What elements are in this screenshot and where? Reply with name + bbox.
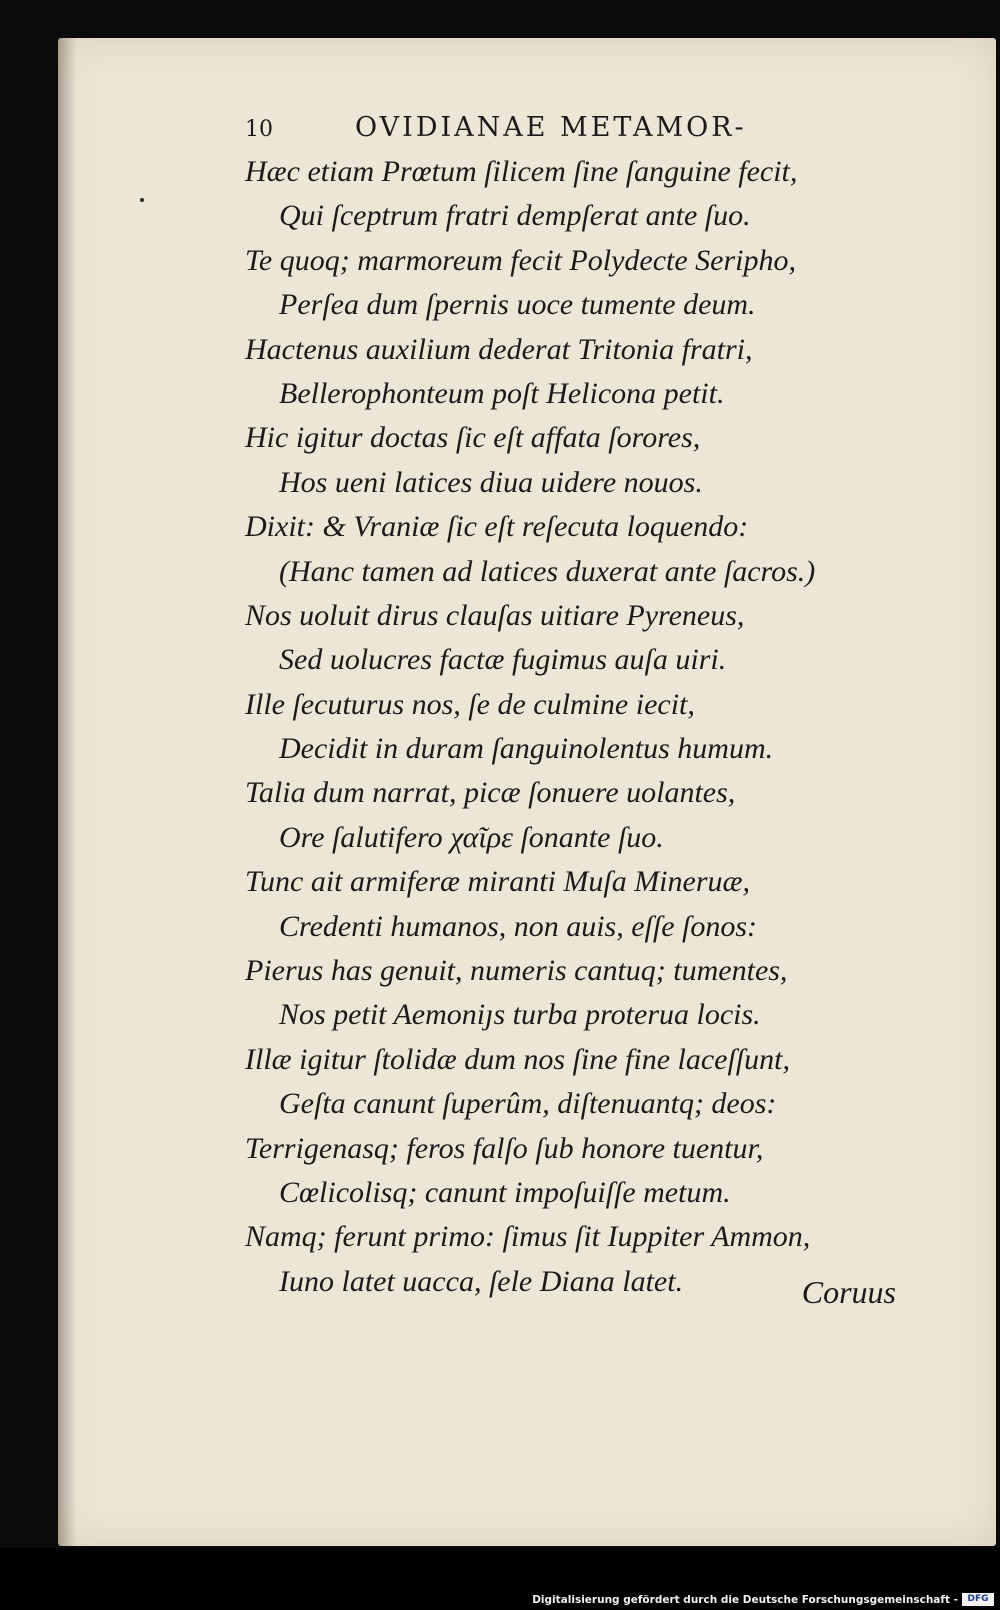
verse-line: Cœlicolisq; canunt impoſuiſſe metum. xyxy=(279,1175,731,1209)
funding-credit: Digitalisierung gefördert durch die Deutsche Forschungsgemeinschaft - xyxy=(532,1594,958,1606)
verse-line: Nos uoluit dirus clauſas uitiare Pyreneus, xyxy=(245,598,745,632)
footer-bar xyxy=(0,1548,1000,1610)
verse-line: Geſta canunt ſuperûm, diſtenuantq; deos: xyxy=(279,1087,777,1121)
verse-line: Pierus has genuit, numeris cantuq; tumentes, xyxy=(245,954,788,988)
verse-block xyxy=(245,150,925,1304)
verse-line: Illæ igitur ſtolidæ dum nos ſine fine laceſſunt, xyxy=(245,1042,790,1076)
verse-line: Ille ſecuturus nos, ſe de culmine iecit, xyxy=(245,687,695,721)
gutter-shadow xyxy=(58,38,76,1546)
verse-line: Bellerophonteum poſt Helicona petit. xyxy=(279,376,725,410)
verse-line: Perſea dum ſpernis uoce tumente deum. xyxy=(279,288,756,322)
running-title: OVIDIANAE METAMOR- xyxy=(355,112,747,143)
verse-line: Ore ſalutifero χαῖρε ſonante ſuo. xyxy=(279,820,664,854)
dfg-logo: DFG xyxy=(962,1593,994,1606)
verse-line: Namq; ferunt primo: ſimus ſit Iuppiter Ammon, xyxy=(245,1220,811,1254)
verse-line: Credenti humanos, non auis, eſſe ſonos: xyxy=(279,909,758,943)
verse-line: Dixit: & Vraniæ ſic eſt reſecuta loquendo: xyxy=(245,510,749,544)
verse-line: Hactenus auxilium dederat Tritonia fratri, xyxy=(245,332,753,366)
verse-line: (Hanc tamen ad latices duxerat ante ſacros.) xyxy=(279,554,816,588)
verse-line: Talia dum narrat, picæ ſonuere uolantes, xyxy=(245,776,736,810)
catchword: Coruus xyxy=(801,1274,896,1310)
verse-line: Sed uolucres factæ fugimus auſa uiri. xyxy=(279,643,727,677)
verse-line: Tunc ait armiferæ miranti Muſa Mineruæ, xyxy=(245,865,751,899)
verse-line: Hæc etiam Prœtum ſilicem ſine ſanguine fecit, xyxy=(245,155,798,188)
page-number: 10 xyxy=(245,117,273,142)
verse-line: Terrigenasq; feros falſo ſub honore tuentur, xyxy=(245,1131,764,1165)
verse-line: Qui ſceptrum fratri dempſerat ante ſuo. xyxy=(279,199,751,233)
running-header xyxy=(245,112,805,152)
ink-speck xyxy=(140,198,144,202)
verse-line: Hos ueni latices diua uidere nouos. xyxy=(279,465,703,499)
verse-line: Te quoq; marmoreum fecit Polydecte Seripho, xyxy=(245,243,797,277)
verse-line: Hic igitur doctas ſic eſt affata ſorores, xyxy=(245,421,701,455)
verse-line: Decidit in duram ſanguinolentus humum. xyxy=(279,732,774,766)
verse-line: Iuno latet uacca, ſele Diana latet. xyxy=(279,1264,684,1298)
verse-line: Nos petit Aemoniȷs turba proterua locis. xyxy=(279,998,761,1032)
